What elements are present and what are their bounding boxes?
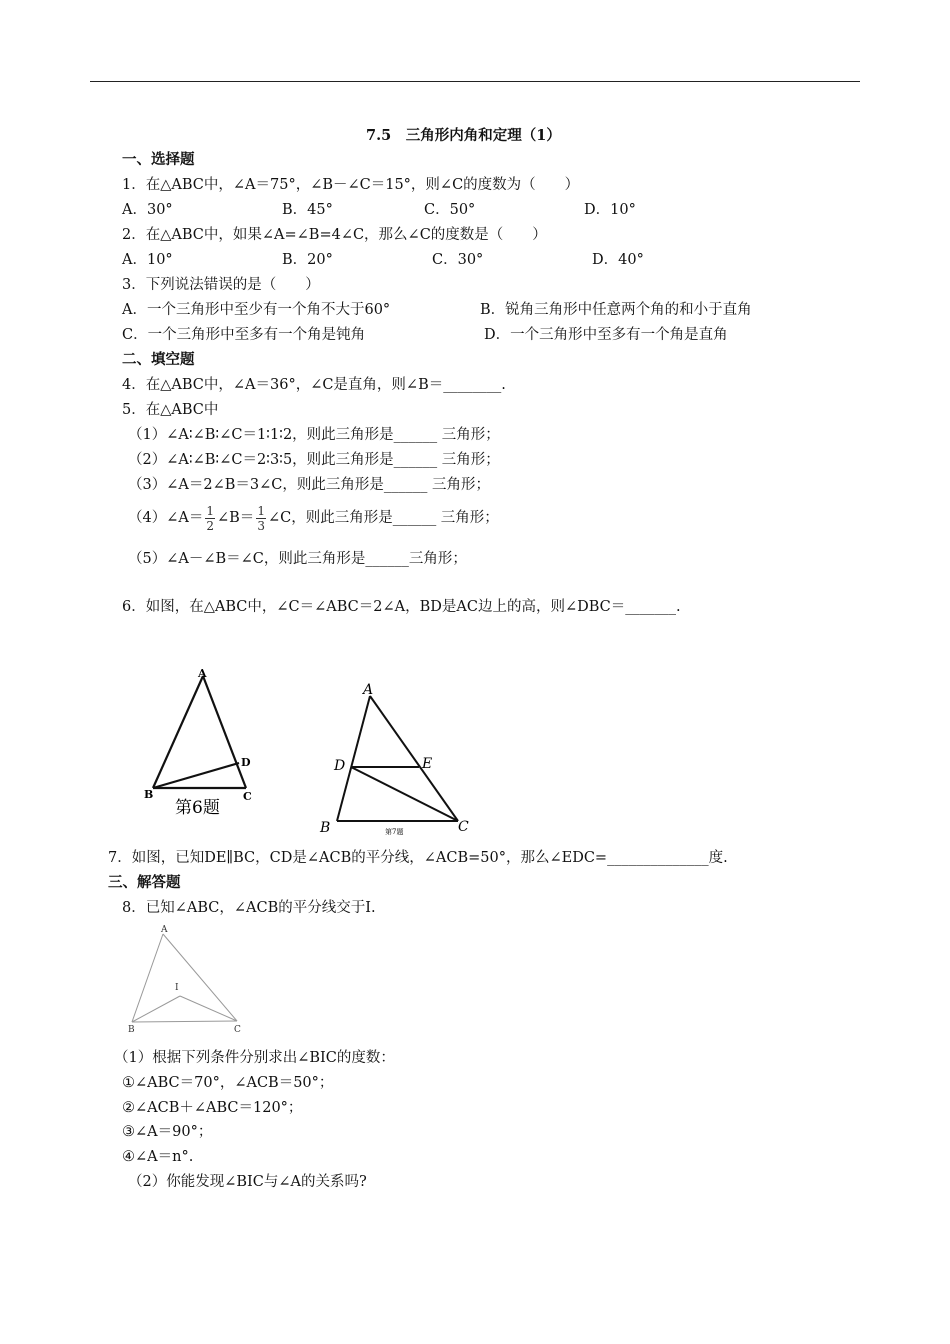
q2-stem: 2．在△ABC中，如果∠A=∠B=4∠C，那么∠C的度数是（ ）	[122, 227, 547, 243]
q1-option-a: A．30°	[122, 202, 173, 218]
fraction-denominator: 3	[257, 518, 265, 533]
q5-item-2: （2）∠A∶∠B∶∠C＝2∶3∶5，则此三角形是______ 三角形；	[128, 452, 500, 468]
fig7-edge-ac	[370, 696, 458, 821]
fraction-numerator: 1	[257, 503, 265, 518]
section-choice: 一、选择题	[122, 151, 195, 168]
fig6-label-a: A	[198, 667, 207, 680]
fig8-edge-bc	[132, 1021, 237, 1022]
fig8-label-c: C	[234, 1025, 241, 1035]
section-fill: 二、填空题	[122, 351, 195, 368]
fig6-label-d: D	[241, 756, 251, 769]
q8-part-1: （1）根据下列条件分别求出∠BIC的度数：	[114, 1050, 395, 1066]
fig8-label-a: A	[161, 925, 168, 935]
section-solve: 三、解答题	[108, 874, 181, 891]
fig8-segment-ci	[180, 996, 237, 1021]
fig7-bisector-cd	[351, 767, 458, 821]
fig6-altitude-bd	[153, 763, 239, 788]
q3-option-c: C．一个三角形中至多有一个角是钝角	[122, 327, 366, 343]
fig8-edge-ac	[163, 934, 237, 1021]
q5-item-3: （3）∠A＝2∠B＝3∠C，则此三角形是______ 三角形；	[128, 477, 490, 493]
fig6-edge-ab	[153, 676, 203, 788]
fig6-label-b: B	[144, 788, 154, 801]
q3-option-d: D．一个三角形中至多有一个角是直角	[484, 327, 728, 343]
q2-option-c: C．30°	[432, 252, 484, 268]
q8-condition-3: ③∠A＝90°；	[122, 1124, 213, 1140]
q5-item-4-mid: ∠B＝	[217, 510, 255, 526]
fig7-label-e: E	[422, 756, 433, 772]
fig8-label-b: B	[128, 1025, 135, 1035]
q2-option-a: A．10°	[122, 252, 173, 268]
figure-7	[315, 678, 480, 838]
q3-stem: 3．下列说法错误的是（ ）	[122, 277, 320, 293]
q5-item-4-suffix: ∠C，则此三角形是______ 三角形；	[267, 510, 499, 526]
fraction-third	[256, 504, 266, 533]
fig7-label-d: D	[334, 758, 346, 774]
q8-condition-4: ④∠A＝n°.	[122, 1149, 194, 1165]
q5-item-1: （1）∠A∶∠B∶∠C＝1∶1∶2，则此三角形是______ 三角形；	[128, 427, 500, 443]
figure-8	[120, 920, 250, 1038]
q8-condition-1: ①∠ABC＝70°，∠ACB＝50°；	[122, 1075, 334, 1091]
q4-stem: 4．在△ABC中，∠A＝36°，∠C是直角，则∠B＝________.	[122, 377, 506, 393]
fig7-label-b: B	[320, 820, 331, 836]
q5-item-4-prefix: （4）∠A＝	[128, 510, 204, 526]
q5-item-4	[128, 500, 499, 536]
fig7-label-a: A	[363, 682, 374, 698]
q5-item-5: （5）∠A－∠B＝∠C，则此三角形是______三角形；	[128, 551, 467, 567]
fig6-label-c: C	[243, 790, 252, 803]
q1-option-d: D．10°	[584, 202, 636, 218]
q1-option-c: C．50°	[424, 202, 476, 218]
fraction-half	[205, 504, 215, 533]
q8-condition-2: ②∠ACB＋∠ABC＝120°；	[122, 1100, 303, 1116]
q8-stem: 8．已知∠ABC，∠ACB的平分线交于I.	[122, 900, 376, 916]
q3-option-b: B．锐角三角形中任意两个角的和小于直角	[480, 302, 752, 318]
fraction-denominator: 2	[206, 518, 214, 533]
fig8-label-i: I	[175, 983, 179, 993]
q2-option-d: D．40°	[592, 252, 644, 268]
page-title: 7.5 三角形内角和定理（1）	[366, 127, 561, 144]
figure-6	[135, 660, 275, 820]
q8-part-2: （2）你能发现∠BIC与∠A的关系吗?	[128, 1174, 367, 1190]
q7-stem: 7．如图，已知DE∥BC，CD是∠ACB的平分线，∠ACB=50°，那么∠EDC=______________度.	[108, 850, 728, 866]
header-rule	[90, 81, 860, 82]
fig7-label-c: C	[458, 819, 469, 835]
fraction-numerator: 1	[206, 503, 214, 518]
fig6-caption: 第6题	[175, 798, 220, 818]
fig8-segment-bi	[132, 996, 180, 1022]
q3-option-a: A．一个三角形中至少有一个角不大于60°	[122, 302, 391, 318]
q6-stem: 6．如图，在△ABC中，∠C＝∠ABC＝2∠A，BD是AC边上的高，则∠DBC＝_______.	[122, 599, 681, 615]
fig7-caption: 第7题	[385, 828, 404, 836]
q2-option-b: B．20°	[282, 252, 333, 268]
q1-option-b: B．45°	[282, 202, 333, 218]
q1-stem: 1．在△ABC中，∠A＝75°，∠B－∠C＝15°，则∠C的度数为（ ）	[122, 177, 580, 193]
q5-stem: 5．在△ABC中	[122, 402, 219, 418]
fig8-edge-ab	[132, 934, 163, 1022]
